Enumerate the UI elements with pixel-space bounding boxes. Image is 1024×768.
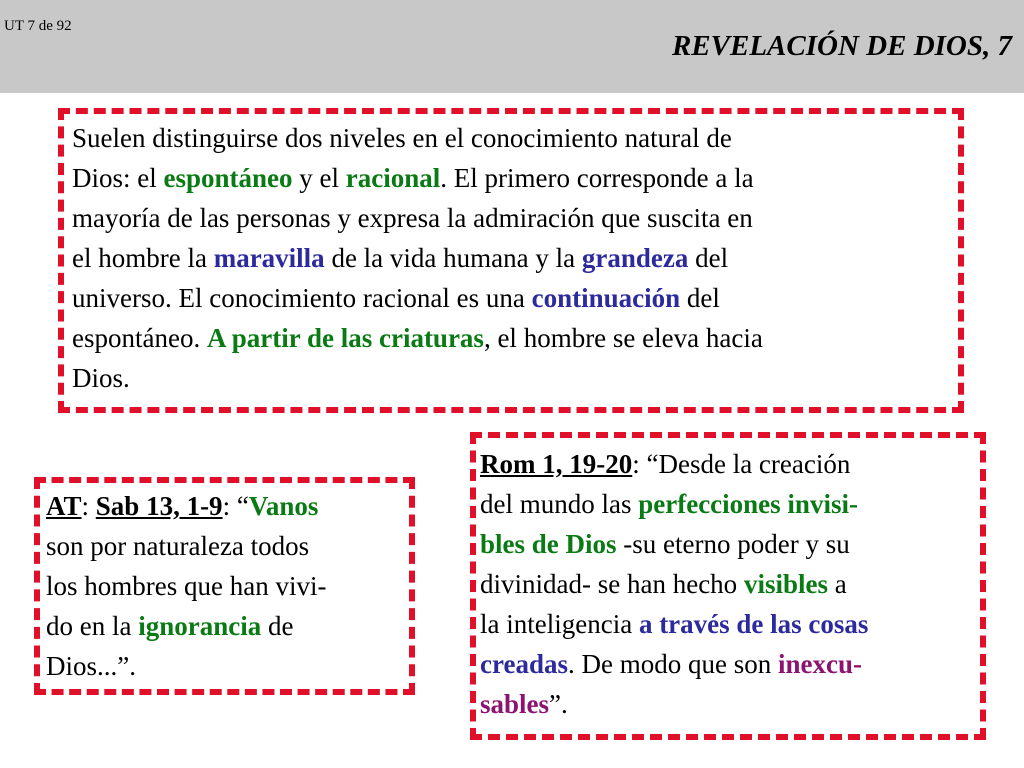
main-paragraph (72, 118, 954, 398)
highlight-creadas: creadas (480, 649, 568, 679)
highlight-racional: racional (345, 163, 441, 193)
rom-line-6 (480, 644, 980, 684)
rom-text: divinidad- se han hecho (480, 569, 744, 599)
highlight-maravilla: maravilla (213, 243, 325, 273)
at-text: : “ (222, 491, 249, 521)
main-text: el hombre la (72, 243, 214, 273)
highlight-criaturas: A partir de las criaturas (206, 323, 484, 353)
highlight-visibles: visibles (743, 569, 828, 599)
highlight-a-traves: a través de las cosas (638, 609, 869, 639)
highlight-continuacion: continuación (531, 283, 681, 313)
main-line-4 (72, 238, 954, 278)
main-line-6 (72, 318, 954, 358)
highlight-sables: sables (480, 689, 550, 719)
main-line-7: Dios. (72, 363, 130, 393)
main-text: del (680, 283, 720, 313)
highlight-grandeza: grandeza (581, 243, 689, 273)
rom-text: del mundo las (480, 489, 639, 519)
highlight-vanos: Vanos (248, 491, 319, 521)
romans-quote (480, 444, 980, 724)
main-text: del (688, 243, 729, 273)
rom-line-2 (480, 484, 980, 524)
at-line-4 (46, 606, 408, 646)
at-text: : (81, 491, 96, 521)
main-text: de la vida humana y la (324, 243, 582, 273)
old-testament-quote (46, 486, 408, 686)
rom-line-5 (480, 604, 980, 644)
rom-line-3 (480, 524, 980, 564)
rom-text: ”. (549, 689, 568, 719)
main-line-2 (72, 158, 954, 198)
rom-text: -su eterno poder y su (616, 529, 850, 559)
main-text: universo. El conocimiento racional es una (72, 283, 532, 313)
rom-text: a (827, 569, 847, 599)
highlight-ignorancia: ignorancia (138, 611, 262, 641)
main-text: espontáneo. (72, 323, 207, 353)
at-reference: Sab 13, 1-9 (95, 491, 223, 521)
main-line-3: mayoría de las personas y expresa la admiración que suscita en (72, 203, 753, 233)
highlight-espontaneo: espontáneo (163, 163, 293, 193)
highlight-bles-de-dios: bles de Dios (480, 529, 617, 559)
main-text: . El primero corresponde a la (440, 163, 754, 193)
at-line-2: son por naturaleza todos (46, 531, 310, 561)
rom-text: : “Desde la creación (632, 449, 851, 479)
at-line-3: los hombres que han vivi- (46, 571, 327, 601)
main-line-1: Suelen distinguirse dos niveles en el conocimiento natural de (72, 123, 732, 153)
slide-number: UT 7 de 92 (4, 18, 72, 34)
at-line-5: Dios...”. (46, 651, 136, 681)
main-line-5 (72, 278, 954, 318)
rom-line-1 (480, 444, 980, 484)
slide-title: REVELACIÓN DE DIOS, 7 (671, 30, 1012, 62)
rom-text: . De modo que son (568, 649, 778, 679)
rom-line-7 (480, 684, 980, 724)
slide-header (0, 0, 1024, 93)
highlight-perfecciones: perfecciones invisi- (638, 489, 858, 519)
rom-line-4 (480, 564, 980, 604)
main-text: Dios: el (72, 163, 164, 193)
at-text: de (261, 611, 294, 641)
main-text: y el (292, 163, 346, 193)
at-text: do en la (46, 611, 139, 641)
at-label: AT (46, 491, 82, 521)
main-text: , el hombre se eleva hacia (483, 323, 763, 353)
highlight-inexcu: inexcu- (777, 649, 862, 679)
at-line-1 (46, 486, 408, 526)
rom-text: la inteligencia (480, 609, 639, 639)
rom-reference: Rom 1, 19-20 (480, 449, 633, 479)
